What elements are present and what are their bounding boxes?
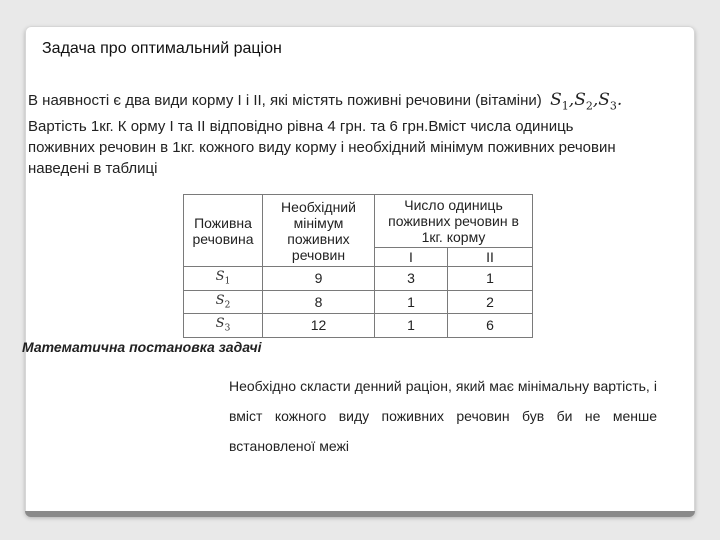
feed-2-cell: 6 bbox=[448, 314, 533, 338]
substance-base: S bbox=[215, 269, 225, 284]
header-feed-1: І bbox=[375, 248, 448, 267]
math-formulation-heading: Математична постановка задачі bbox=[22, 339, 262, 355]
feed-1-cell: 1 bbox=[375, 290, 448, 314]
substance-sub: 2 bbox=[224, 300, 231, 311]
table-row bbox=[184, 290, 533, 314]
table-row bbox=[184, 267, 533, 291]
header-substance: Поживна речовина bbox=[184, 195, 263, 267]
problem-statement bbox=[28, 90, 700, 179]
intro-line-4: наведені в таблиці bbox=[28, 160, 158, 178]
substance-cell bbox=[184, 314, 263, 338]
intro-line-1 bbox=[28, 90, 700, 116]
header-feed-2: ІІ bbox=[448, 248, 533, 267]
substance-sub: 3 bbox=[224, 323, 231, 334]
var-s1-sep: , bbox=[568, 90, 575, 110]
page-title: Задача про оптимальний раціон bbox=[42, 40, 282, 57]
substance-sub: 1 bbox=[224, 276, 231, 287]
table-row bbox=[184, 314, 533, 338]
substance-base: S bbox=[215, 292, 225, 308]
nutrient-variables bbox=[550, 90, 623, 113]
feed-1-cell: 3 bbox=[375, 267, 448, 291]
intro-line-3: поживних речовин в 1кг. кожного виду корму і необхідний мінімум поживних речовин bbox=[28, 139, 616, 157]
feed-2-cell: 1 bbox=[448, 267, 533, 291]
minimum-cell: 8 bbox=[263, 290, 375, 314]
nutrient-table bbox=[183, 194, 533, 338]
minimum-cell: 12 bbox=[263, 314, 375, 338]
var-s2-sub: 2 bbox=[585, 99, 593, 113]
substance-base: S bbox=[215, 316, 225, 332]
var-s2-base: S bbox=[574, 90, 586, 110]
header-units: Число одиниць поживних речовин в 1кг. корму bbox=[375, 195, 533, 248]
var-s1-sub: 1 bbox=[561, 99, 569, 113]
var-s3-sub: 3 bbox=[609, 99, 617, 113]
substance-cell bbox=[184, 267, 263, 291]
objective-paragraph: Необхідно скласти денний раціон, який має мінімальну вартість, і вміст кожного виду поживних речовин був би не менше встановленої межі bbox=[229, 378, 657, 454]
header-minimum: Необхідний мінімум поживних речовин bbox=[263, 195, 375, 267]
minimum-cell: 9 bbox=[263, 267, 375, 291]
var-s2-sep: , bbox=[592, 90, 599, 110]
substance-cell bbox=[184, 290, 263, 314]
intro-line-1-text: В наявності є два види корму І і ІІ, які містять поживні речовини (вітаміни) bbox=[28, 92, 542, 109]
var-s3-base: S bbox=[598, 90, 610, 110]
feed-1-cell: 1 bbox=[375, 314, 448, 338]
intro-line-2: Вартість 1кг. К орму І та ІІ відповідно рівна 4 грн. та 6 грн.Вміст числа одиниць bbox=[28, 118, 574, 136]
feed-2-cell: 2 bbox=[448, 290, 533, 314]
var-s1-base: S bbox=[550, 90, 562, 110]
var-s3-sep: . bbox=[616, 90, 623, 110]
slide-bottom-bar bbox=[25, 511, 695, 517]
